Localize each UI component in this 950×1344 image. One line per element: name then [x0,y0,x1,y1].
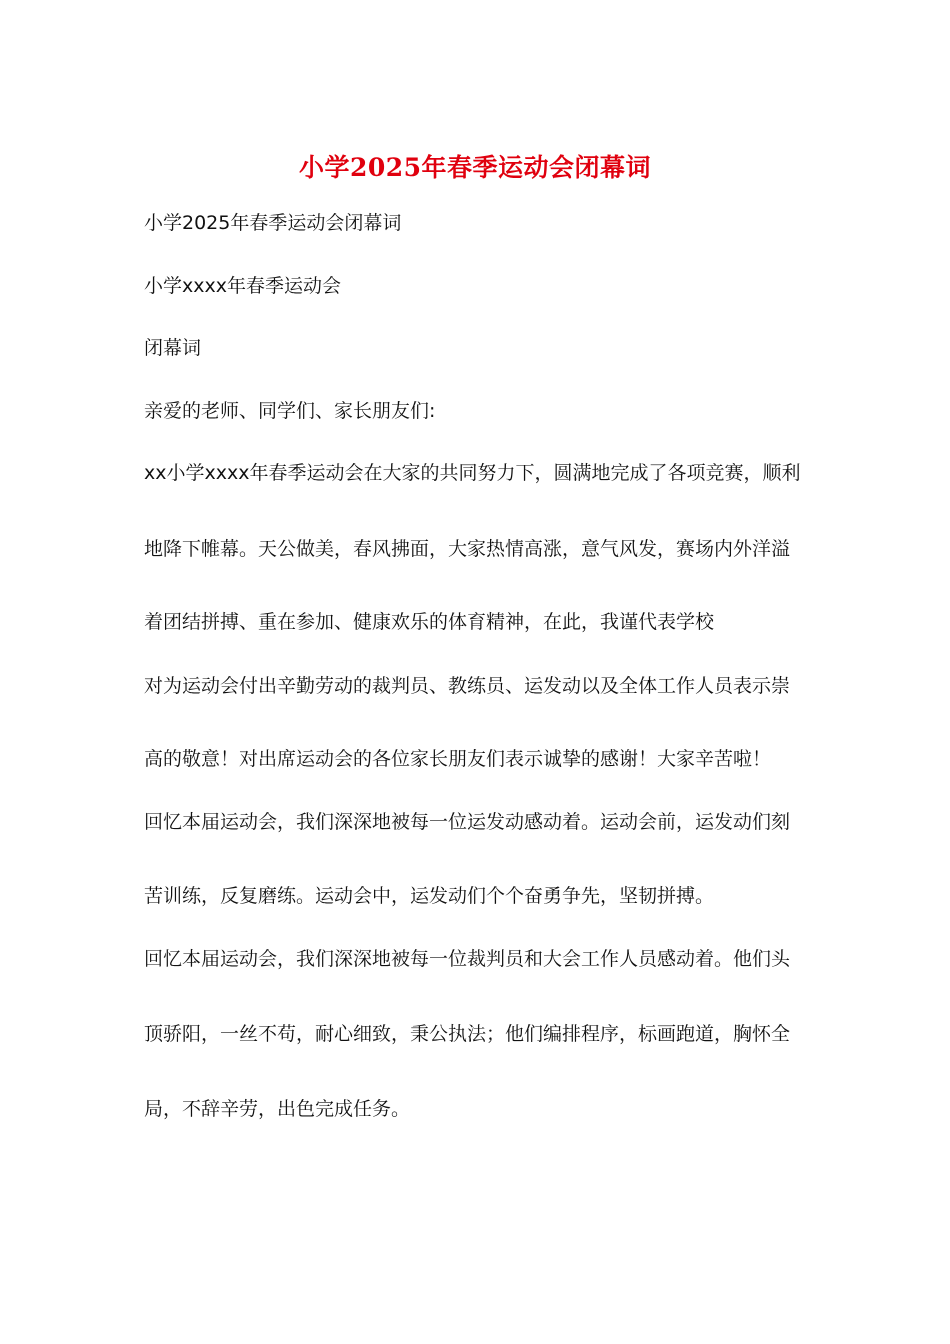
body-line: 闭幕词 [144,337,202,359]
body-line: 顶骄阳，一丝不苟，耐心细致，秉公执法；他们编排程序，标画跑道，胸怀全 [144,1023,791,1045]
body-line: 亲爱的老师、同学们、家长朋友们: [144,400,436,422]
body-line: 回忆本届运动会，我们深深地被每一位运发动感动着。运动会前，运发动们刻 [144,811,791,833]
body-line: 地降下帷幕。天公做美，春风拂面，大家热情高涨，意气风发，赛场内外洋溢 [144,538,791,560]
body-line: 苦训练，反复磨练。运动会中，运发动们个个奋勇争先，坚韧拼搏。 [144,885,715,907]
body-line: 高的敬意！对出席运动会的各位家长朋友们表示诚挚的感谢！大家辛苦啦！ [144,748,772,770]
document-title: 小学2025年春季运动会闭幕词 [298,153,652,182]
body-line: 小学xxxx年春季运动会 [144,275,341,297]
body-line: 回忆本届运动会，我们深深地被每一位裁判员和大会工作人员感动着。他们头 [144,948,791,970]
body-line: 着团结拼搏、重在参加、健康欢乐的体育精神，在此，我谨代表学校 [144,611,715,633]
body-line: 局，不辞辛劳，出色完成任务。 [144,1098,411,1120]
body-line: xx小学xxxx年春季运动会在大家的共同努力下，圆满地完成了各项竞赛，顺利 [144,462,801,484]
body-line: 小学2025年春季运动会闭幕词 [144,212,402,234]
body-line: 对为运动会付出辛勤劳动的裁判员、教练员、运发动以及全体工作人员表示崇 [144,675,791,697]
